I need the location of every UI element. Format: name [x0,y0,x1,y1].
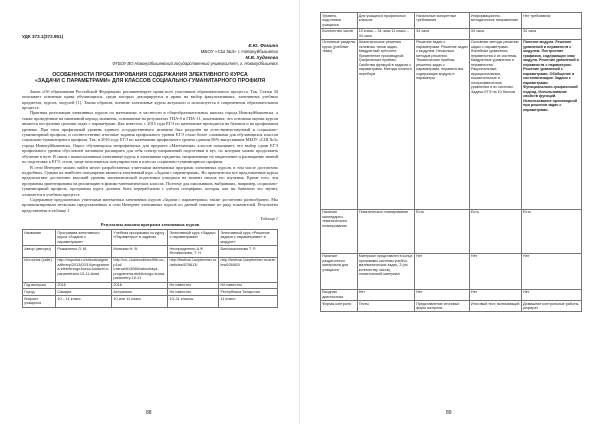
table-row [23,289,278,296]
table-cell: Автор (авторы) [23,246,56,257]
table-cell: 10 или 11 класс [112,296,168,307]
table-header-cell: Название [23,230,56,246]
table-cell: 10 – 11 класс [56,296,112,307]
table-cell: Есть [521,209,581,253]
paragraph-3: В сети Интернет можно найти много разработанных учителями математики программ элективных курсов, в том числе достаточно подробных. Однако их наиболее популярные является элективный курс «Задачи с параметрами». Но практически все предложенные курсы предполагают достаточно высокий уровень математической подготовки учащихся на момент начала его изучения. Кроме того, эти программы ориентированы на реализацию в физико-математических классах. Поэтому для школьников, выбравших, например, социально-гуманитарный профиль, программы курса должны быть переработаны с учётом специфики, которая, как ни банально это звучит, отличается в учебном процессе. [22,164,278,197]
table-cell: Рыжаченко Л. М. [56,246,112,257]
table-row [23,257,278,282]
table-cell: Материал представлен в конце программы системы учебно-математических задач, 3 (по количеству часов), тематический материал [357,253,414,289]
table-cell: Понятие модуля. Решение уравнений и неравенств с модулем. Построение графиков, содержащих знак модуля. Решение уравнений и неравенств с параметром. Решение уравнений с параметрами. Обобщение и систематизация. Задачи с параметрами. Функционально-графический подход. Использование свойств функций. Использование производной при решении задач с параметрами. [521,39,581,209]
table-cell: Республика Татарстан [219,289,278,296]
title-line-1: ОСОБЕННОСТИ ПРОЕКТИРОВАНИЯ СОДЕРЖАНИЯ ЭЛЕКТИВНОГО КУРСА [52,72,248,78]
table-cell: Неопределено А.Ф. Филимонова, Т. Н. [168,246,219,257]
author2-affiliation: ФГБОУ ВО Новокуйбышевский государственный университет, г. Новокуйбышевск [112,61,278,66]
table-cell: http://festival.1september.ru/articles/579813/ [168,257,219,282]
right-page [300,0,600,424]
table-row [321,209,582,253]
row-label: Входная диагностика [321,289,358,300]
table-cell: Не известно [219,282,278,289]
table-cell: Итоговый тест, включающий [469,301,521,312]
table-cell: http://nsportal.ru/shkola/algebra/library/2013/02/19/programma-elektivnogo-kursa-zadachi-s-parametrami-10-11-klass [56,257,112,282]
continued-table [320,12,582,312]
table-row [321,289,582,300]
paragraph-2: Практика реализации элективных курсов по математике, в частности в общеобразовательных школах города Новокуйбышевска, а также проведённые на нынешний период экзамены, основанные на результатах ГИА-9 и ГИА-11, показывают, что основная оценка курсов является построение цепочки задач с параметрами. Как известно, с 2015 года ЕГЭ по математике проводится на базовом и на профильном уровнях. При этом профильный уровень единого государственного экзамена был разделён на естественно-научный и социально-гуманитарный профиль, и соответственно итоговые задания профильного уровня ЕГЭ стали более сложными для обучающихся классов социально-гуманитарного профиля. Так, в 2016 году ЕГЭ по математике профильного уровня сдавали 86% выпускников МБОУ «СШ №3» города Новокуйбышевска. Опрос обучающихся непрофильных для предмета «Математика» классов показывает, что выбор сдачи ЕГЭ профильного уровня обусловлен желанием расширить для себя спектр направлений подготовки в вуз, по которым можно продолжить обучение в вузе. В связи с вышесказанным элективные курсы и элективные предметы, направленные на закрепление и расширение знаний по подготовке к ЕГЭ, стали, чаще пользоваться популярностью в классах социально-гуманитарного профиля. [22,110,278,165]
table-cell: 11 класс [219,296,278,307]
table-cell: Начальные конкретные требования [414,13,469,29]
table-cell: 10 класс – 34 часа 11 класс – 34 часа [357,28,414,39]
article-title [22,72,278,85]
table-cell: Есть [414,209,469,253]
table-title: Результаты анализа программ элективных курсов [100,222,200,228]
table-cell: Не известно [168,289,219,296]
table-cell: 2016 [56,282,112,289]
row-label: Уровень подготовки учащихся [321,13,358,29]
table-cell: Решение задач с параметрами. Решение задач с модулем. Несколько методов решения. Тематические приёмы решения задач с параметрами, неравенства, содержащие модуль и параметры [414,39,469,209]
table-row [321,13,582,29]
table-cell: 34 часа [521,28,581,39]
table-cell: Домашние контрольные работы, реферат [521,301,581,312]
table-cell: Тесты [357,301,414,312]
table-row [321,253,582,289]
table-cell: Нет [414,253,469,289]
table-cell: Нет [521,289,581,300]
analysis-table [22,229,278,307]
row-label: Количество часов [321,28,358,39]
table-row [23,296,278,307]
authors-block [22,43,278,67]
row-label: Наличие раздаточного материала для учащихся [321,253,358,289]
title-line-2: «ЗАДАЧИ С ПАРАМЕТРАМИ» ДЛЯ КЛАССОВ СОЦИАЛЬНО-ГУМАНИТАРНОГО ПРОФИЛЯ [34,78,266,85]
table-row [23,282,278,289]
paragraph-4: Содержание предлагаемых учителями математики элективных курсов «Задачи с параметрами» также достаточно разнообразно. Мы проанализировали несколько представленных в сети Интернет элективных курсов по данной тематике по ряду показателей. Результаты представлены в таблице 1. [22,196,278,213]
row-label: Формы контроля [321,301,358,312]
paragraph-1: Закон «Об образовании Российской Федерации» регламентирует права всех участников образовательного процесса. Так, Статья 34 описывает основные права обучающихся, среди которых декларируется и право на выбор факультативных, элективных учебных предметов, курсов, модулей [1]. Таким образом, понятие элективные курсы актуально и используется в современном образовательном процессе. [22,88,278,111]
table-cell: 2016 [112,282,168,289]
table-cell: 34 часа [469,28,521,39]
table-cell: Тематическое планирование [357,209,414,253]
table-cell: Астрахань [112,289,168,296]
page-number-right: 89 [446,410,452,416]
table-cell: Основные методы решения задач с параметрами. Линейные уравнения, неравенства и их системы. Квадратные уравнения и неравенства. Рациональные, иррациональные, показательные и логарифмические уравнения и их системы. Задачи ЕГЭ на 10 баллов [469,39,521,209]
table-cell: 34 часа [414,28,469,39]
table-cell: Нет [469,253,521,289]
table-cell: Нет [521,253,581,289]
table-header-cell: Элективный курс «Задачи с параметрами» [168,230,219,246]
table-row [321,28,582,39]
table-cell: Город [23,289,56,296]
table-cell: http://xn--i1abbnckbmcl9fb.xn--p1ai/статьи/613088/rabochaya-programma-elektivnogo-kursa-parametry-10-11 [112,257,168,282]
table-cell: Аналитические решения основных типов задач. Квадратный трёхчлен. Применение производной. Графические приёмы. Свойства функций в задачах с параметрами. Методы полного перебора [357,39,414,209]
table-row [321,39,582,209]
table-cell: Нет [414,289,469,300]
table-cell: http://festival.1september.ru/articles/626502/ [219,257,278,282]
table-header-cell: Учебная программа по курсу «Параметры» в задачах [112,230,168,246]
table-cell: Нет [469,289,521,300]
table-cell: Возраст учащихся [23,296,56,307]
table-header-cell: Программа элективного курса «Задачи с параметрами» [56,230,112,246]
table-row [23,246,278,257]
table-caption: Таблица 1 [260,216,278,222]
table-cell: Представление итоговых форм контроля [414,301,469,312]
table-cell: Не известно [168,282,219,289]
row-label: Основные разделы курса (учебные темы) [321,39,358,209]
table-header-row [23,230,278,246]
table-cell: Есть [469,209,521,253]
table-cell: Минская Н. В. [112,246,168,257]
table-cell: Билоскалинова Т. Р. [219,246,278,257]
table-header-cell: Элективный курс «Решение задачи с параметрами» в модуле» [219,230,278,246]
table-row [321,301,582,312]
table-cell: Нет требования [521,13,581,29]
author1-name: Е.Ю. Фомина [248,43,278,48]
author1-affiliation: МБОУ «СШ №3» г. Новокуйбышевск [200,49,278,54]
table-cell: Нет [357,289,414,300]
table-cell: Информационно-методическое направление [469,13,521,29]
table-cell: Самара [56,289,112,296]
author2-name: М.В. Худякова [245,55,278,60]
table-cell: Для учащихся профильных классов [357,13,414,29]
table-cell: 10–11 классы [168,296,219,307]
row-label: Наличие календарно-тематического планирования [321,209,358,253]
udk-code: УДК 373.1(372.851) [22,34,64,39]
table-cell: Источник (сайт) [23,257,56,282]
page-number-left: 88 [146,410,152,416]
table-cell: Год выпуска [23,282,56,289]
